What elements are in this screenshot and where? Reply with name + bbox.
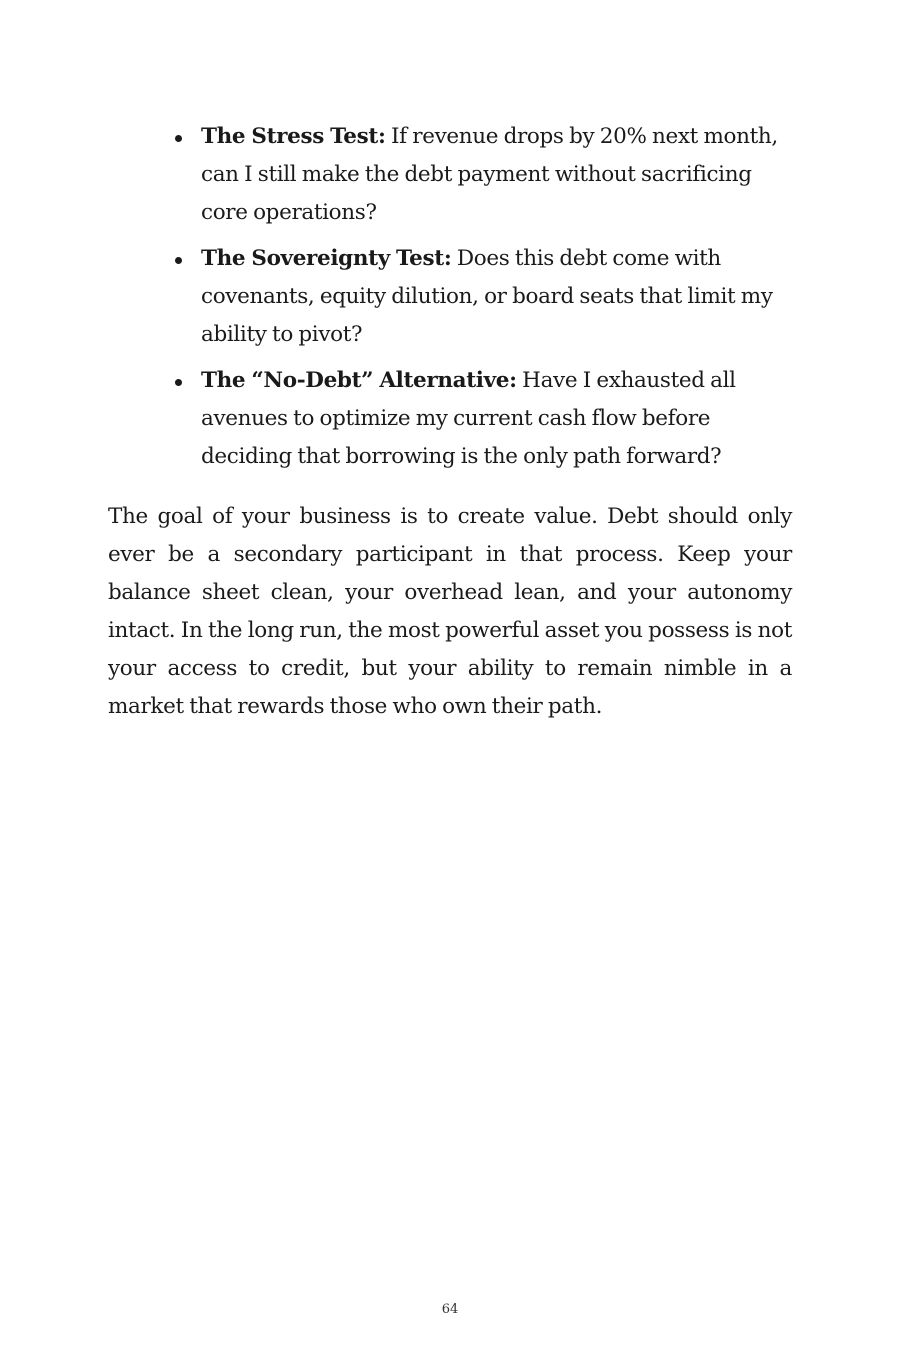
page-content bbox=[108, 118, 792, 726]
list-item-text: Have I exhausted all avenues to optimize my current cash flow before deciding that borrowing is the only path forward? bbox=[201, 368, 736, 469]
list-item-sovereignty-test bbox=[201, 240, 792, 354]
page-number: 64 bbox=[441, 1302, 459, 1317]
list-item-text: If revenue drops by 20% next month, can I still make the debt payment without sacrificing core operations? bbox=[201, 124, 778, 225]
list-item-lead: The Stress Test: bbox=[201, 124, 386, 149]
list-item-lead: The Sovereignty Test: bbox=[201, 246, 452, 271]
body-paragraph: The goal of your business is to create value. Debt should only ever be a secondary participant in that process. Keep your balance sheet clean, your overhead lean, and your autonomy intact. In the long run, the most powerful asset you possess is not your access to credit, but your ability to remain nimble in a market that rewards those who own their path. bbox=[108, 504, 792, 719]
list-item-no-debt-alternative bbox=[201, 362, 792, 476]
list-item-stress-test bbox=[201, 118, 792, 232]
list-item-text: Does this debt come with covenants, equity dilution, or board seats that limit my ability to pivot? bbox=[201, 246, 773, 347]
checklist bbox=[108, 118, 792, 476]
list-item-lead: The “No-Debt” Alternative: bbox=[201, 368, 517, 393]
